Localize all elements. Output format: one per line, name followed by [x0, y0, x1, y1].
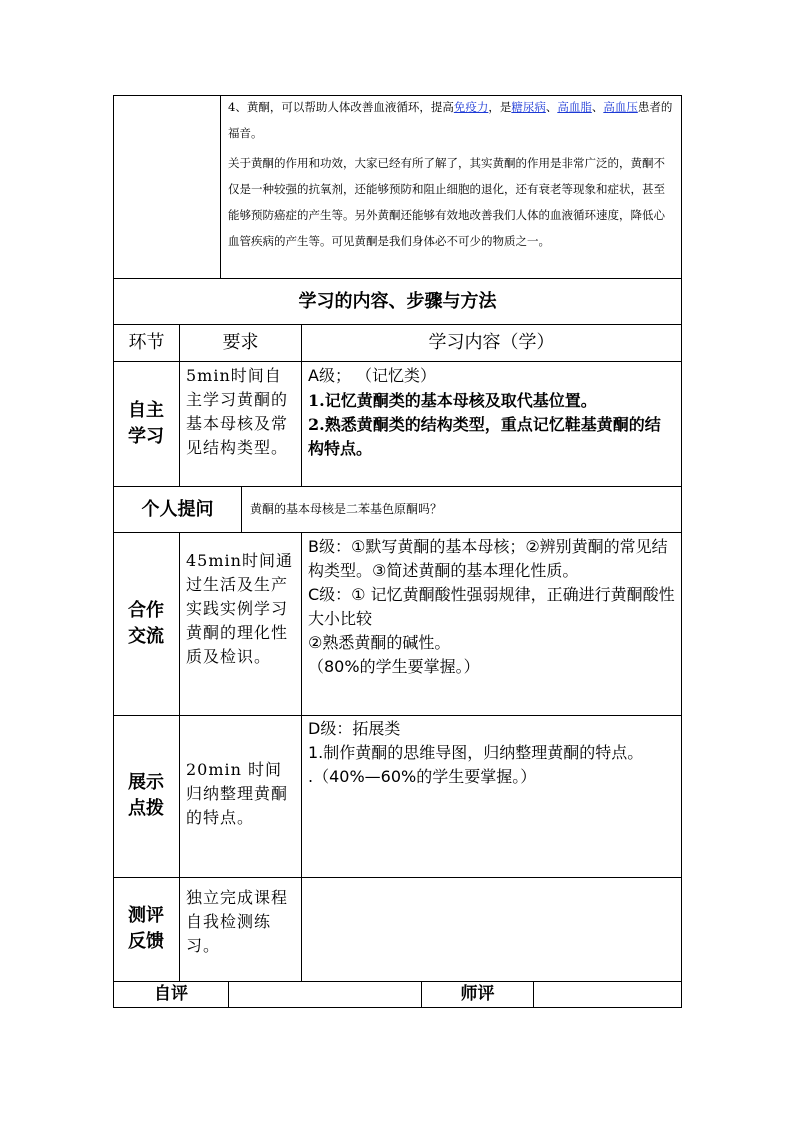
level-d-note: .（40%—60%的学生要掌握。）	[308, 767, 537, 786]
row-divider	[113, 532, 682, 533]
table-bottom-border	[113, 1007, 682, 1008]
question-text: 黄酮的基本母核是二苯基色原酮吗？	[250, 502, 443, 516]
self-study-requirement: 5min时间自主学习黄酮的基本母核及常见结构类型。	[186, 366, 289, 457]
intro-line4-prefix: 4、黄酮，可以帮助人体改善血液循环，提高	[228, 100, 454, 114]
level-a-item2: 2.熟悉黄酮类的结构类型，重点记忆鞋基黄酮的结构特点。	[308, 415, 661, 458]
header-stage: 环节	[128, 332, 165, 353]
level-a-item1: 1.记忆黄酮类的基本母核及取代基位置。	[308, 391, 597, 410]
level-a-title: A级； （记忆类）	[308, 366, 437, 385]
intro-line4-suffix: 患者的福音。	[228, 100, 673, 140]
header-requirement: 要求	[222, 332, 259, 353]
col-divider	[179, 532, 180, 982]
feedback-requirement: 独立完成课程自我检测练习。	[186, 888, 289, 955]
self-evaluation-label: 自评	[154, 984, 188, 1004]
level-c-note: （80%的学生要掌握。）	[308, 657, 480, 676]
stage-display: 展示点拨	[128, 772, 164, 819]
level-c-item2: ②熟悉黄酮的碱性。	[308, 633, 451, 652]
level-b: B级：①默写黄酮的基本母核；②辨别黄酮的常见结构类型。③简述黄酮的基本理化性质。	[308, 537, 668, 580]
stage-cooperation: 合作交流	[128, 600, 164, 647]
col-divider	[301, 532, 302, 982]
intro-summary: 关于黄酮的作用和功效，大家已经有所了解了，其实黄酮的作用是非常广泛的，黄酮不仅是一种较强的抗氧剂，还能够预防和阻止细胞的退化，还有衰老等现象和症状，甚至能够预防癌症的产生等。另外黄酮还能够有效地改善我们人体的血液循环速度，降低心血管疾病的产生等。可见黄酮是我们身体必不可少的物质之一。	[228, 156, 665, 248]
immunity-link[interactable]: 免疫力	[453, 100, 489, 114]
level-c: C级：① 记忆黄酮酸性强弱规律，正确进行黄酮酸性大小比较	[308, 585, 675, 628]
separator: 、	[545, 100, 558, 114]
level-d-item1: 1.制作黄酮的思维导图，归纳整理黄酮的特点。	[308, 743, 644, 762]
separator: 、	[591, 100, 604, 114]
hypertension-link[interactable]: 高血压	[603, 100, 638, 114]
row-divider	[113, 877, 682, 878]
header-content: 学习内容（学）	[428, 332, 555, 353]
teacher-evaluation-field[interactable]	[534, 982, 681, 1007]
col-divider	[220, 95, 221, 279]
question-label: 个人提问	[141, 499, 214, 520]
teacher-evaluation-label: 师评	[460, 984, 495, 1004]
cooperation-content	[308, 535, 676, 679]
table-left-border	[113, 95, 114, 1008]
stage-self-study: 自主学习	[128, 400, 164, 447]
display-requirement: 20min 时间归纳整理黄酮的特点。	[186, 760, 289, 827]
table-right-border	[681, 95, 682, 1008]
section-title: 学习的内容、步骤与方法	[298, 291, 497, 312]
row-divider	[113, 715, 682, 716]
intro-text	[228, 94, 676, 254]
col-divider	[241, 486, 242, 533]
diabetes-link[interactable]: 糖尿病	[511, 100, 546, 114]
row-divider	[113, 361, 682, 362]
separator: ，是	[488, 100, 512, 114]
display-content	[308, 717, 676, 789]
level-d: D级：拓展类	[308, 719, 401, 738]
self-evaluation-field[interactable]	[229, 982, 421, 1007]
stage-feedback: 测评反馈	[128, 905, 164, 952]
hyperlipidemia-link[interactable]: 高血脂	[557, 100, 592, 114]
cooperation-requirement: 45min时间通过生活及生产实践实例学习黄酮的理化性质及检识。	[186, 551, 293, 666]
self-study-content	[308, 364, 676, 461]
